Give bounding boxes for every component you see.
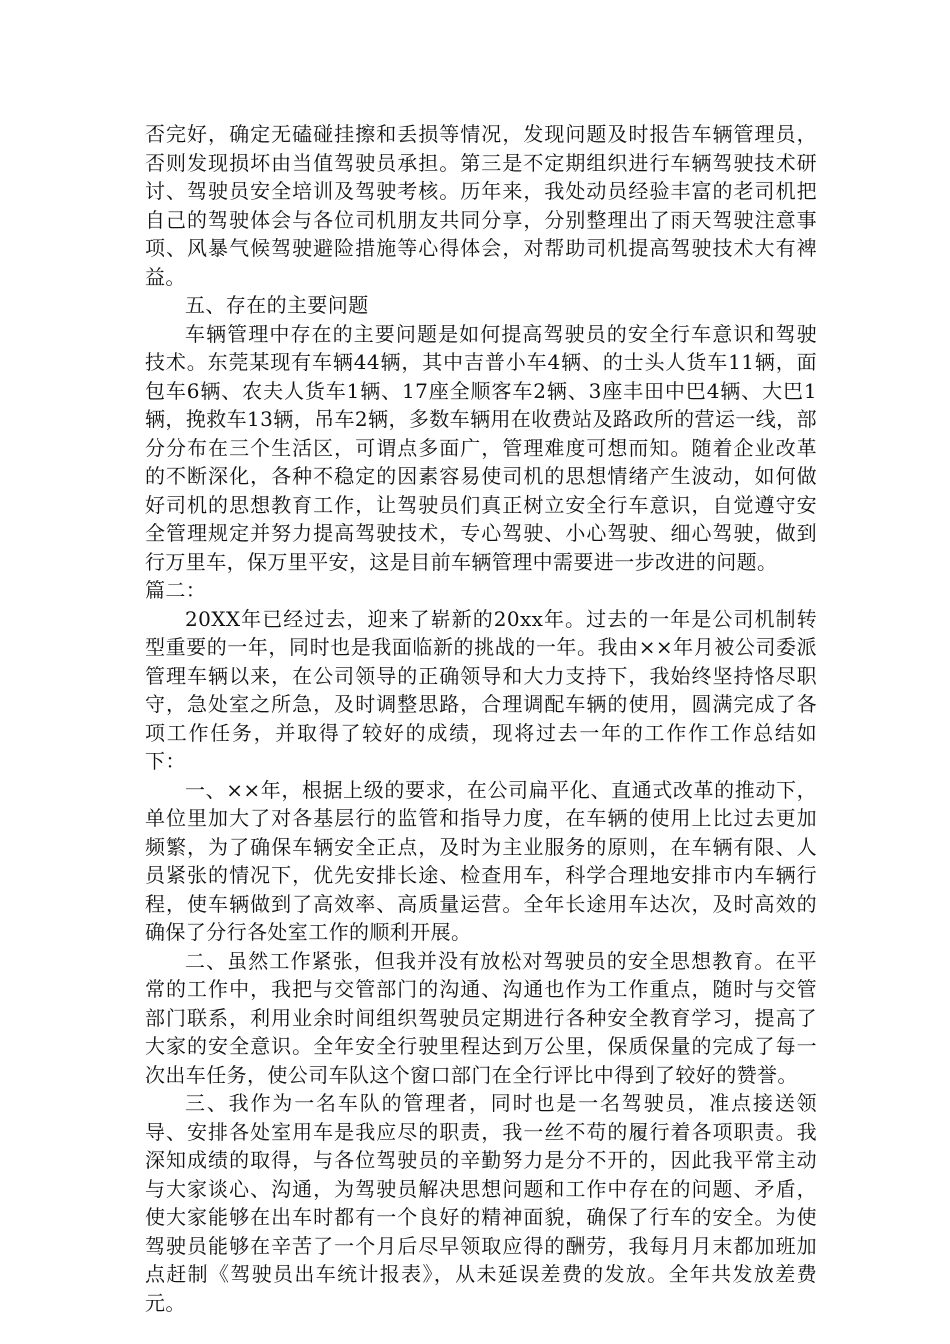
section-heading-part-two: 篇二： (145, 578, 207, 602)
paragraph-vehicle-inspection: 否完好，确定无磕碰挂擦和丢损等情况，发现问题及时报告车辆管理员，否则发现损坏由当值驾驶员承担。第三是不定期组织进行车辆驾驶技术研讨、驾驶员安全培训及驾驶考核。历年来，我处动员经验丰富的老司机把自己的驾驶体会与各位司机朋友共同分享，分别整理出了雨天驾驶注意事项、风暴气候驾驶避险措施等心得体会，对帮助司机提高驾驶技术大有裨益。 (145, 122, 817, 289)
document-body (145, 120, 817, 1317)
paragraph-point-one: 一、××年，根据上级的要求，在公司扁平化、直通式改革的推动下，单位里加大了对各基层行的监管和指导力度，在车辆的使用上比过去更加频繁，为了确保车辆安全正点，及时为主业服务的原则，在车辆有限、人员紧张的情况下，优先安排长途、检查用车，科学合理地安排市内车辆行程，使车辆做到了高效率、高质量运营。全年长途用车达次，及时高效的确保了分行各处室工作的顺利开展。 (145, 777, 817, 944)
paragraph-point-three: 三、我作为一名车队的管理者，同时也是一名驾驶员，准点接送领导、安排各处室用车是我应尽的职责，我一丝不苟的履行着各项职责。我深知成绩的取得，与各位驾驶员的辛勤努力是分不开的，因此我平常主动与大家谈心、沟通，为驾驶员解决思想问题和工作中存在的问题、矛盾，使大家能够在出车时都有一个良好的精神面貌，确保了行车的安全。为使驾驶员能够在辛苦了一个月后尽早领取应得的酬劳，我每月月末都加班加点赶制《驾驶员出车统计报表》，从未延误差费的发放。全年共发放差费元。 (145, 1091, 817, 1315)
paragraph-point-two: 二、虽然工作紧张，但我并没有放松对驾驶员的安全思想教育。在平常的工作中，我把与交管部门的沟通、沟通也作为工作重点，随时与交管部门联系，利用业余时间组织驾驶员定期进行各种安全教育学习，提高了大家的安全意识。全年安全行驶里程达到万公里，保质保量的完成了每一次出车任务，使公司车队这个窗口部门在全行评比中得到了较好的赞誉。 (145, 948, 817, 1087)
section-heading-main-problems: 五、存在的主要问题 (185, 293, 369, 317)
paragraph-year-review: 20XX年已经过去，迎来了崭新的20xx年。过去的一年是公司机制转型重要的一年，同时也是我面临新的挑战的一年。我由××年月被公司委派管理车辆以来，在公司领导的正确领导和大力支持下，我始终坚持恪尽职守，急处室之所急，及时调整思路，合理调配车辆的使用，圆满完成了各项工作任务，并取得了较好的成绩，现将过去一年的工作作工作总结如下： (145, 606, 817, 773)
paragraph-main-problems: 车辆管理中存在的主要问题是如何提高驾驶员的安全行车意识和驾驶技术。东莞某现有车辆44辆，其中吉普小车4辆、的士头人货车11辆，面包车6辆、农夫人货车1辆、17座全顺客车2辆、3座丰田中巴4辆、大巴1辆，挽救车13辆，吊车2辆，多数车辆用在收费站及路政所的营运一线，部分分布在三个生活区，可谓点多面广，管理难度可想而知。随着企业改革的不断深化，各种不稳定的因素容易使司机的思想情绪产生波动，如何做好司机的思想教育工作，让驾驶员们真正树立安全行车意识，自觉遵守安全管理规定并努力提高驾驶技术，专心驾驶、小心驾驶、细心驾驶，做到行万里车，保万里平安，这是目前车辆管理中需要进一步改进的问题。 (145, 321, 817, 574)
